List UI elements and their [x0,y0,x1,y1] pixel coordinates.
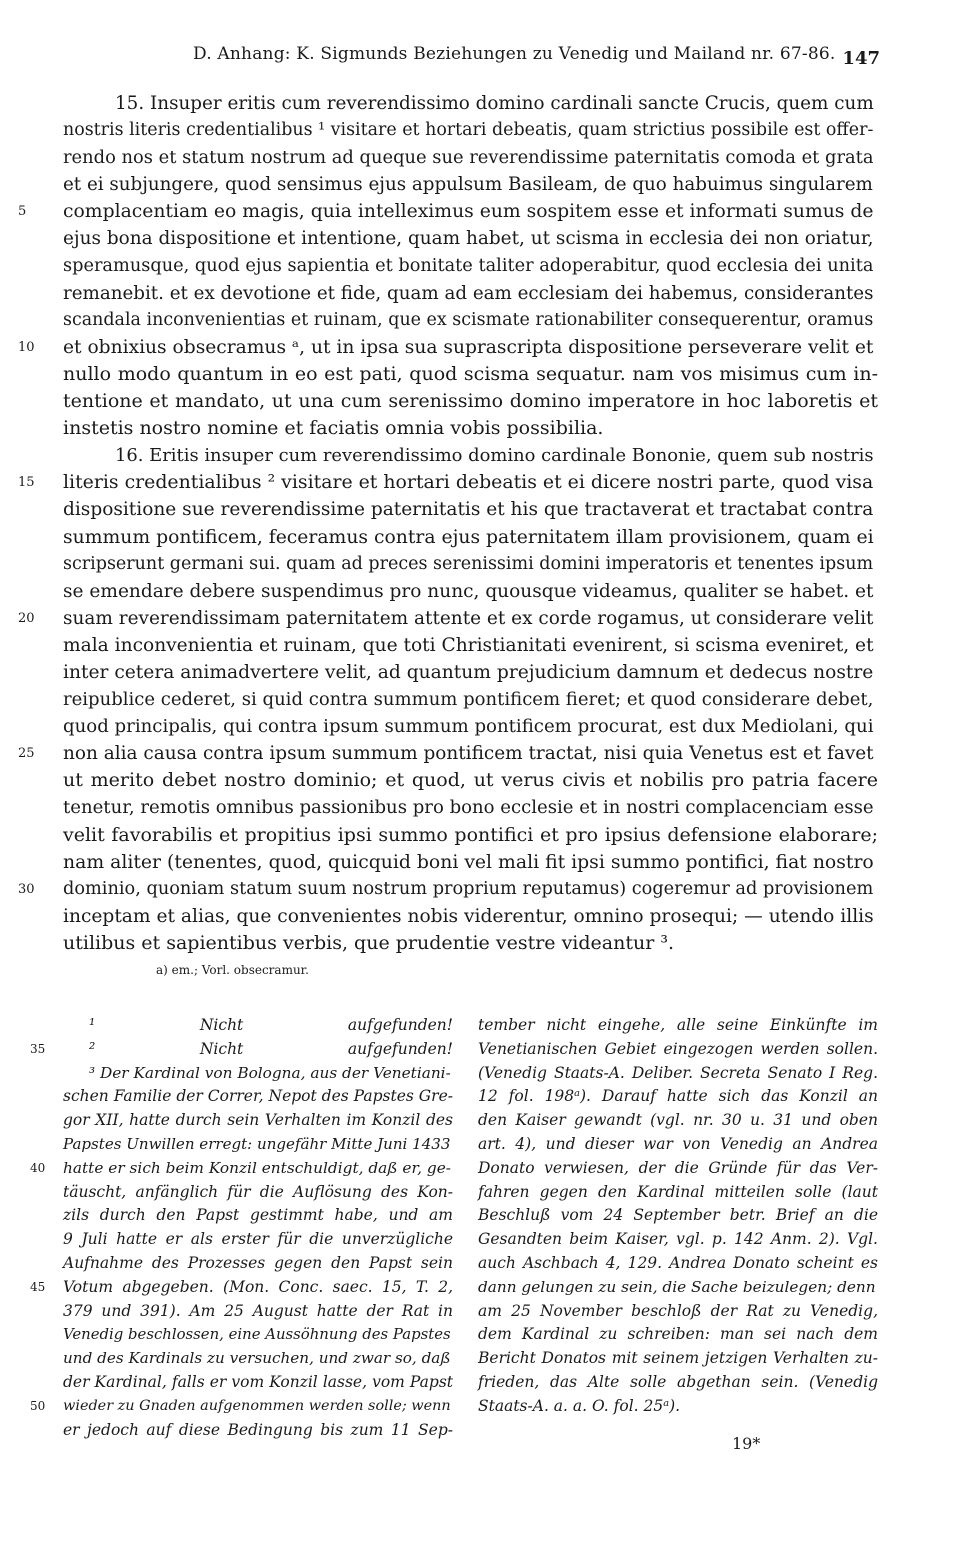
footnote-line-text: Venetianischen Gebiet eingezogen werden sollen. [478,1039,878,1058]
footnote-line-text: am 25 November beschloß der Rat zu Venedig, [478,1301,878,1320]
main-text-line-text: remanebit. et ex devotione et fide, quam ad eam ecclesiam dei habemus, considerantes [63,282,874,304]
footnote-line [63,1109,453,1133]
footnote-line [478,1323,878,1347]
footnote-line-text: er jedoch auf diese Bedingung bis zum 11 Sep- [63,1420,453,1439]
footnote-line-text: Aufnahme des Prozesses gegen den Papst sein [63,1253,453,1272]
line-number: 30 [18,881,35,897]
main-text-line-text: ut merito debet nostro dominio; et quod, ut verus civis et nobilis pro patria facere [63,769,878,792]
critical-apparatus: a) em.; Vorl. obsecramur. [156,963,309,977]
line-number: 20 [18,610,35,626]
main-text [18,90,878,957]
main-text-line [63,442,878,469]
main-text-line [63,578,878,605]
footnote-line-text: frieden, das Alte solle abgethan sein. (Venedig [478,1372,878,1391]
main-text-line [63,794,878,821]
main-text-line [63,632,878,659]
footnote-line-text: wieder zu Gnaden aufgenommen werden solle; wenn [63,1397,451,1414]
footnote-line [63,1181,453,1205]
main-text-line [63,144,878,171]
main-text-line [63,253,878,280]
footnote-line [478,1133,878,1157]
main-text-line-text: tentione et mandato, ut una cum serenissimo domino imperatore in hoc laboretis et [63,390,878,413]
footnote-line-text: 379 und 391). Am 25 August hatte der Rat in [63,1301,453,1320]
footnote-line-text: dann gelungen zu sein, die Sache beizulegen; denn [478,1277,876,1296]
main-text-line [63,225,878,252]
footnote-line [63,1347,453,1371]
main-text-line [63,903,878,930]
footnote-line [478,1181,878,1205]
main-text-line-text: scripserunt germani sui. quam ad preces serenissimi domini imperatoris et tenentes ipsum [63,553,874,574]
footnote-line [478,1157,878,1181]
footnote-line-text: Votum abgegeben. (Mon. Conc. saec. 15, T. 2, [63,1277,453,1296]
main-text-line-text: literis credentialibus ² visitare et hortari debeatis et ei dicere nostri parte, quod visa [63,471,874,494]
footnote-line-text: Bericht Donatos mit seinem jetzigen Verhalten zu- [478,1349,878,1368]
main-text-line-text: velit favorabilis et propitius ipsi summo pontifici et pro ipsius defensione elaborare; [63,823,878,846]
main-text-line [63,90,878,117]
line-number: 50 [30,1398,46,1413]
main-text-line [63,849,878,876]
footnote-line [63,1014,453,1038]
main-text-line-text: quod principalis, qui contra ipsum summum pontificem procurat, est dux Mediolani, qui [63,716,874,738]
line-number: 25 [18,746,35,762]
footnote-line-text: tember nicht eingehe, alle seine Einkünfte im [478,1016,878,1034]
main-text-line-text: instetis nostro nomine et faciatis omnia vobis possibilia. [63,417,604,440]
main-text-line-text: suam reverendissimam paternitatem attente et ex corde rogamus, ut considerare velit [63,607,874,629]
footnote-line [478,1204,878,1228]
footnote-line [63,1085,453,1109]
footnote-line [478,1276,878,1300]
footnote-line-text: gor XII, hatte durch sein Verhalten im Konzil des [63,1111,453,1130]
footnote-line [478,1085,878,1109]
line-number: 5 [18,204,27,220]
footnote-line-text: der Kardinal, falls er vom Konzil lasse, vom Papst [63,1372,453,1391]
main-text-line-text: inceptam et alias, que convenientes nobis viderentur, omnino prosequi; — utendo illis [63,905,874,927]
main-text-line [63,361,878,388]
footnote-line-text: ³ Der Kardinal von Bologna, aus der Venetiani- [89,1063,451,1082]
main-text-line-text: dispositione sue reverendissime paternitatis et his que tractaverat et tractabat contra [63,499,874,521]
footnote-line [30,1395,453,1419]
main-text-line [63,659,878,686]
main-text-line [63,388,878,415]
footnote-line-text: und des Kardinals zu versuchen, und zwar so, daß [63,1349,451,1368]
line-number: 40 [30,1160,46,1175]
footnote-line-text: zils durch den Papst gestimmt habe, und am [63,1206,453,1225]
footnote-line-text: auch Aschbach 4, 129. Andrea Donato scheint es [478,1253,878,1272]
main-text-line-text: dominio, quoniam statum suum nostrum proprium reputamus) cogeremur ad provisionem [63,878,874,899]
main-text-line-text: complacentiam eo magis, quia intelleximus eum sospitem esse et informati sumus de [63,201,874,223]
footnote-line-text: den Kaiser gewandt (vgl. nr. 30 u. 31 und oben [478,1111,878,1130]
footnote-line [478,1300,878,1324]
footnote-line-text: Papstes Unwillen erregt: ungefähr Mitte Juni 1433 [63,1134,451,1153]
main-text-line-text: reipublice cederet, si quid contra summum pontificem fieret; et quod considerare debet, [63,689,874,711]
footnote-line-text: Donato verwiesen, der die Gründe für das Ver- [478,1158,878,1177]
main-text-line-text: nam aliter (tenentes, quod, quicquid boni vel mali fit ipsi summo pontifici, fiat nostro [63,851,874,873]
main-text-line [63,117,878,144]
footnote-line [478,1371,878,1395]
footnote-line [478,1395,878,1419]
footnote-line [478,1014,878,1038]
footnote-line-text: 12 fol. 198ᵃ). Darauf hatte sich das Konzil an [478,1087,878,1106]
main-text-line-text: non alia causa contra ipsum summum pontificem tractat, nisi quia Venetus est et favet [63,743,874,765]
main-text-line-text: mala inconvenientia et ruinam, que toti Christianitati evenirent, si scisma eveniret, et [63,634,874,656]
signature-mark: 19* [732,1434,761,1453]
main-text-line-text: scandala inconvenientias et ruinam, que ex scismate rationabiliter consequerentur, oramus [63,309,874,330]
main-text-line-text: et ei subjungere, quod sensimus ejus appulsum Basileam, de quo habuimus singularem [63,174,873,196]
main-text-line-text: ejus bona dispositione et intentione, quam habet, ut scisma in ecclesia dei non oriatur, [63,228,874,250]
footnotes-right-column [478,1014,878,1419]
main-text-line [63,496,878,523]
footnote-line-text: ¹ Nicht aufgefunden! [89,1016,453,1034]
main-text-line-text: 15. Insuper eritis cum reverendissimo domino cardinali sancte Crucis, quem cum [115,93,874,114]
footnote-line-text: schen Familie der Correr, Nepot des Papstes Gre- [63,1087,453,1106]
main-text-line [18,605,878,632]
footnote-line [63,1204,453,1228]
footnote-line [63,1419,453,1443]
main-text-line-text: rendo nos et statum nostrum ad queque sue reverendissime paternitatis comoda et grata [63,147,874,169]
footnote-line [63,1323,453,1347]
footnote-line [30,1276,453,1300]
main-text-line-text: nullo modo quantum in eo est pati, quod scisma sequatur. nam vos misimus cum in- [63,362,878,385]
main-text-line-text: inter cetera animadvertere velit, ad quantum prejudicium damnum et dedecus nostre [63,661,874,683]
main-text-line-text: nostris literis credentialibus ¹ visitare et hortari debeatis, quam strictius possibile est offer- [63,120,874,141]
line-number: 45 [30,1279,46,1294]
footnote-line-text: dem Kardinal zu schreiben: man sei nach dem [478,1325,878,1344]
main-text-line [18,876,878,903]
line-number: 15 [18,475,35,491]
line-number: 35 [30,1041,46,1056]
running-head: D. Anhang: K. Sigmunds Beziehungen zu Venedig und Mailand nr. 67-86. [193,44,836,64]
footnote-line [63,1252,453,1276]
footnote-line [63,1062,453,1086]
footnote-line-text: hatte er sich beim Konzil entschuldigt, daß er, ge- [63,1158,451,1177]
footnote-line-text: Gesandten beim Kaiser, vgl. p. 142 Anm. 2). Vgl. [478,1230,878,1249]
main-text-line [63,822,878,849]
line-number: 10 [18,339,35,355]
footnote-line [63,1228,453,1252]
footnote-line [63,1371,453,1395]
footnote-line [478,1109,878,1133]
main-text-line-text: summum pontificem, feceramus contra ejus paternitatem illam provisionem, quam ei [63,526,874,548]
main-text-line [18,334,878,361]
main-text-line [63,524,878,551]
footnote-line-text: ² Nicht aufgefunden! [89,1039,453,1058]
main-text-line-text: se emendare debere suspendimus pro nunc, quousque videamus, qualiter se habet. et [63,580,874,602]
main-text-line-text: utilibus et sapientibus verbis, que prudentie vestre videantur ³. [63,931,675,954]
footnote-line-text: täuscht, anfänglich für die Auflösung des Kon- [63,1182,453,1201]
page-number: 147 [842,48,880,69]
main-text-line [63,713,878,740]
main-text-line [63,686,878,713]
footnote-line [478,1062,878,1086]
main-text-line [63,415,878,442]
main-text-line [18,198,878,225]
main-text-line [63,307,878,334]
footnote-line [478,1038,878,1062]
footnote-line [478,1252,878,1276]
main-text-line [63,930,878,957]
footnote-line [30,1157,453,1181]
main-text-line [63,551,878,578]
main-text-line-text: tenetur, remotis omnibus passionibus pro bono ecclesie et in nostri complacenciam esse [63,797,874,819]
main-text-line-text: et obnixius obsecramus ᵃ, ut in ipsa sua suprascripta dispositione perseverare velit et [63,336,874,358]
main-text-line [18,740,878,767]
footnote-line [478,1347,878,1371]
footnote-line-text: fahren gegen den Kardinal mitteilen solle (laut [478,1182,878,1201]
page-header [193,44,880,74]
footnote-line-text: Beschluß vom 24 September betr. Brief an die [478,1206,878,1225]
footnote-line-text: Staats-A. a. a. O. fol. 25ᵃ). [478,1396,681,1415]
main-text-line [63,280,878,307]
footnote-line-text: Venedig beschlossen, eine Aussöhnung des Papstes [63,1325,451,1344]
footnote-line-text: 9 Juli hatte er als erster für die unverzügliche [63,1230,453,1249]
footnote-line [30,1038,453,1062]
footnote-line [478,1228,878,1252]
main-text-line-text: speramusque, quod ejus sapientia et bonitate taliter adoperabitur, quod ecclesia dei unita [63,255,874,276]
footnote-line [63,1133,453,1157]
main-text-line [18,469,878,496]
main-text-line [63,767,878,794]
footnote-line-text: art. 4), und dieser war von Venedig an Andrea [478,1134,878,1153]
main-text-line-text: 16. Eritis insuper cum reverendissimo domino cardinale Bononie, quem sub nostris [115,445,874,467]
footnotes-left-column [30,1014,453,1442]
footnote-line-text: (Venedig Staats-A. Deliber. Secreta Senato I Reg. [478,1063,878,1082]
main-text-line [63,171,878,198]
footnote-line [63,1300,453,1324]
